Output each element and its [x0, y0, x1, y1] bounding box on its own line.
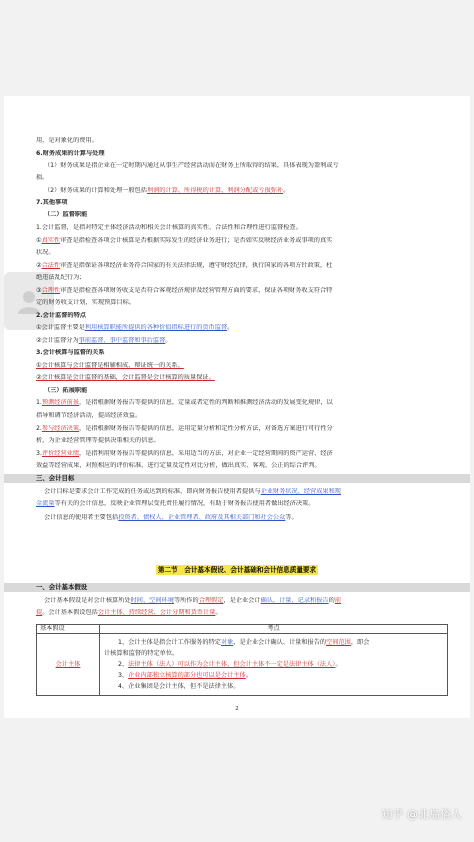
- text-line: 状况。: [36, 249, 55, 256]
- text-line: ③合理性审查是指检查各项财务收支是否符合客观经济规律及经营管理方面的要求，保证各项财务收支符合特: [36, 287, 333, 294]
- assumptions-table: [36, 624, 448, 696]
- text-line: ②合法性审查是指保证各项经济业务符合国家的有关法律法规，遵守财经纪律，执行国家的各项方针政策，杜: [36, 262, 333, 269]
- watermark: 知乎 @北岛俗人: [381, 808, 462, 821]
- text-line: （1）财务成果是指企业在一定时期内通过从事生产经营活动而在财务上所取得的结果，具体表现为盈利或亏: [44, 162, 339, 169]
- text-line: 会计信息的使用者主要包括投资者、债权人、企业管理者、政府及其相关部门和社会公众等。: [44, 514, 298, 521]
- table-row-label: 会计主体: [37, 634, 100, 696]
- text-line: 2.参与经济决策，是指根据财务报告等提供的信息，运用定量分析和定性分析方法，对备选方案进行可行性分: [36, 425, 333, 432]
- text-line: ①会计核算与会计监督是相辅相成、辩证统一的关系。: [36, 362, 184, 369]
- text-line: 金流量等有关的会计信息，反映企业管理层受托责任履行情况，有助于财务报告使用者做出经济决策。: [36, 500, 315, 507]
- table-header-row: [37, 625, 448, 634]
- subheading: 6.财务成果的计算与处理: [36, 150, 105, 157]
- text-line: 1.预测经济前景，是指根据财务报告等提供的信息，定量或者定性的判断和推测经济活动的发展变化规律，以: [36, 399, 333, 406]
- subheading: 7.其他事项: [36, 199, 68, 206]
- text-line: ②会计监督分为事前监督、事中监督和事后监督。: [36, 337, 172, 344]
- text-line: 提。会计基本假设包括会计主体、持续经营、会计分期和货币计量。: [36, 609, 222, 616]
- text-line: ②会计核算是会计监督的基础，会计监督是会计核算的质量保证。: [36, 374, 215, 381]
- subheading: （三）拓展职能: [44, 387, 88, 394]
- section-heading: 一、会计基本假设: [36, 583, 88, 591]
- subheading: （二）监督职能: [44, 211, 88, 218]
- text-line: （2）财务成果的计算和处理一般包括利润的计算、所得税的计算、利润分配或亏损弥补。: [44, 187, 290, 194]
- text-line: ①会计监督主要是利用核算职能所提供的各种价值指标进行的货币监督。: [36, 324, 234, 331]
- list-item: 3、企业内部独立核算的部分也可以是会计主体。: [118, 672, 252, 679]
- text-line: 会计目标是要求会计工作完成的任务或达到的标准，即向财务报告使用者提供与企业财务状况、经营成果和现: [44, 488, 341, 495]
- document-page: [4, 96, 470, 718]
- text-line: 析，为企业经营管理等提供决策相关的信息。: [36, 437, 160, 444]
- list-item: 1、会计主体是指会计工作服务的特定对象，是企业会计确认、计量和报告的空间范围，即会: [118, 639, 370, 646]
- table-header-cell: 考点: [100, 625, 448, 634]
- text-line: 效益等经营成果，对照相应的评价标准，进行定量及定性对比分析，做出真实、客观、公正的综合评判。: [36, 462, 321, 469]
- text-line: 指导和调节经济活动，提高经济效益。: [36, 412, 142, 419]
- text-line: 3.评价经营业绩，是指利用财务报告等提供的信息，采用适当的方法，对企业一定经营期间的资产运营、经济: [36, 450, 333, 457]
- table-header-cell: 基本假设: [37, 625, 100, 634]
- text-line: 1.会计监督，是指对特定主体经济活动和相关会计核算的真实性、合法性和合理性进行监督检查。: [36, 224, 302, 231]
- chapter-heading: 第二节 会计基本假设、会计基础和会计信息质量要求: [157, 566, 317, 574]
- text-line: 绝违法乱纪行为；: [36, 274, 86, 281]
- section-heading: 三、会计目标: [36, 474, 75, 482]
- list-item: 2、法律主体（法人）可以作为会计主体，但会计主体不一定是法律主体（法人）。: [118, 661, 342, 668]
- table-row: [37, 634, 448, 696]
- text-line: 用，是对象化的费用。: [36, 137, 98, 144]
- list-item-continued: 计核算和监督的特定单位。: [104, 650, 179, 657]
- text-line: 会计基本假设是对会计核算所处时间、空间环境等所作的合理假定，是企业会计确认、计量、记录和报告的前: [44, 597, 341, 604]
- list-item: 4、企业集团是会计主体，但不是法律主体。: [118, 683, 240, 690]
- text-line: ①真实性审查是指检查各项会计核算是否根据实际发生的经济业务进行；是否如实反映经济业务或事项的真实: [36, 237, 333, 244]
- subheading: 3.会计核算与监督的关系: [36, 349, 105, 356]
- table-cell: [100, 634, 448, 696]
- subheading: 2.会计监督的特点: [36, 312, 86, 319]
- text-line: 损。: [36, 174, 49, 181]
- page-number: 2: [235, 706, 239, 712]
- text-line: 定的财务收支计划，实现预算目标。: [36, 299, 135, 306]
- chapter-heading-wrap: [4, 557, 470, 576]
